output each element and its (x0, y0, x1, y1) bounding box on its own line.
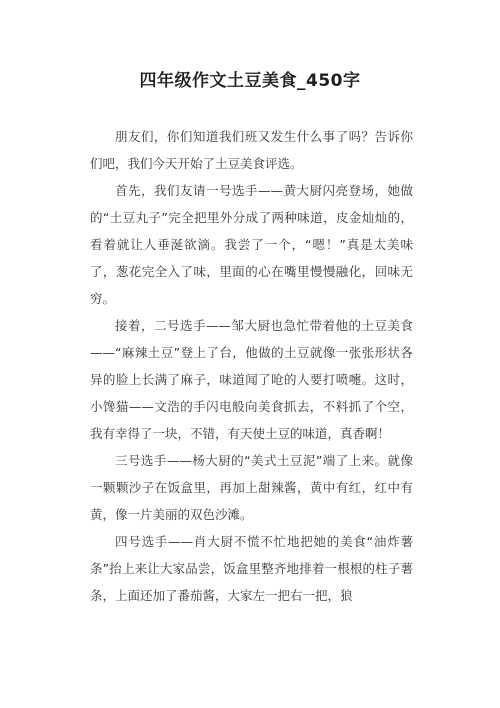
document-body (90, 123, 413, 609)
document-title: 四年级作文土豆美食_450字 (139, 71, 361, 91)
paragraph-4: 三号选手——杨大厨的“美式土豆泥”端了上来。就像一颗颗沙子在饭盒里，再加上甜辣酱，黄中有红，红中有黄，像一片美丽的双色沙滩。 (90, 453, 413, 522)
paragraph-3: 接着，二号选手——邹大厨也急忙带着他的土豆美食——“麻辣土豆”登上了台，他做的土豆就像一张张形状各异的脸上长满了麻子，味道闻了呛的人要打喷嚏。这时，小馋猫——文浩的手闪电般向美食抓去，不料抓了个空，我有幸得了一块，不错，有天使土豆的味道，真香啊！ (90, 318, 413, 441)
paragraph-2: 首先，我们友请一号选手——黄大厨闪亮登场，她做的“土豆丸子”完全把里外分成了两种味道，皮金灿灿的，看着就让人垂涎欲滴。我尝了一个，“嗯！”真是太美味了，葱花完全入了味，里面的心在嘴里慢慢融化，回味无穷。 (90, 183, 413, 306)
paragraph-5: 四号选手——肖大厨不慌不忙地把她的美食“油炸薯条”抬上来让大家品尝，饭盒里整齐地排着一根根的柱子薯条，上面还加了番茄酱，大家左一把右一把，狼 (90, 534, 413, 603)
paragraph-1: 朋友们，你们知道我们班又发生什么事了吗？告诉你们吧，我们今天开始了土豆美食评选。 (90, 129, 413, 171)
